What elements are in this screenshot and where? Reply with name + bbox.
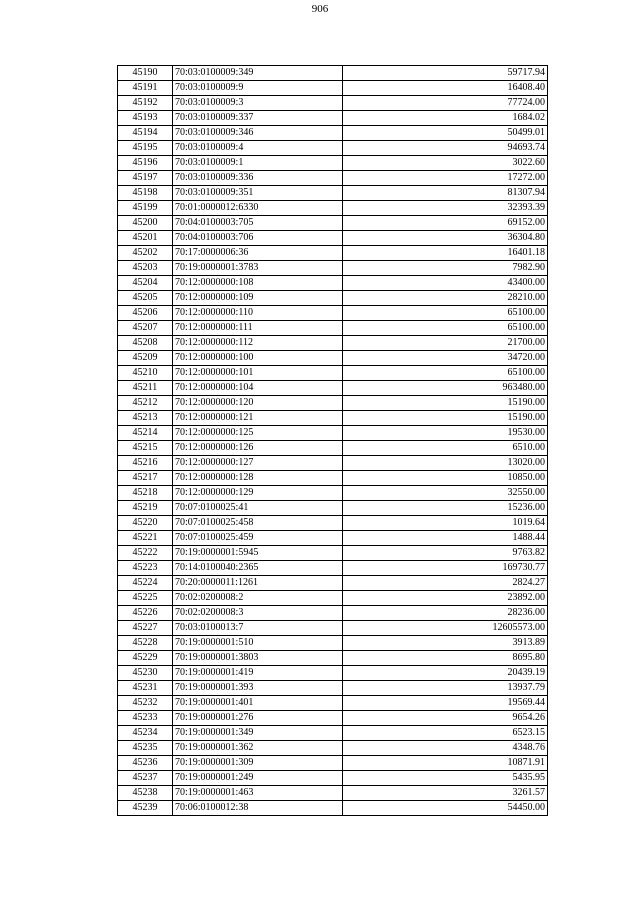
row-number-cell: 45217: [118, 471, 173, 486]
cadastral-number-cell: 70:20:0000011:1261: [173, 576, 343, 591]
cadastral-number-cell: 70:03:0100009:337: [173, 111, 343, 126]
row-number-cell: 45193: [118, 111, 173, 126]
row-number-cell: 45198: [118, 186, 173, 201]
table-row: [118, 426, 548, 441]
value-cell: 19569.44: [343, 696, 548, 711]
row-number-cell: 45239: [118, 801, 173, 816]
cadastral-number-cell: 70:07:0100025:458: [173, 516, 343, 531]
row-number-cell: 45209: [118, 351, 173, 366]
value-cell: 1019.64: [343, 516, 548, 531]
cadastral-number-cell: 70:19:0000001:349: [173, 726, 343, 741]
cadastral-number-cell: 70:04:0100003:705: [173, 216, 343, 231]
row-number-cell: 45214: [118, 426, 173, 441]
table-row: [118, 666, 548, 681]
row-number-cell: 45228: [118, 636, 173, 651]
cadastral-number-cell: 70:12:0000000:104: [173, 381, 343, 396]
row-number-cell: 45229: [118, 651, 173, 666]
cadastral-number-cell: 70:12:0000000:111: [173, 321, 343, 336]
value-cell: 13937.79: [343, 681, 548, 696]
row-number-cell: 45202: [118, 246, 173, 261]
row-number-cell: 45232: [118, 696, 173, 711]
row-number-cell: 45190: [118, 66, 173, 81]
cadastral-number-cell: 70:12:0000000:112: [173, 336, 343, 351]
row-number-cell: 45231: [118, 681, 173, 696]
table-row: [118, 186, 548, 201]
row-number-cell: 45237: [118, 771, 173, 786]
value-cell: 6523.15: [343, 726, 548, 741]
row-number-cell: 45216: [118, 456, 173, 471]
table-row: [118, 531, 548, 546]
table-row: [118, 96, 548, 111]
cadastral-number-cell: 70:19:0000001:419: [173, 666, 343, 681]
table-row: [118, 501, 548, 516]
value-cell: 3913.89: [343, 636, 548, 651]
table-row: [118, 456, 548, 471]
table-row: [118, 471, 548, 486]
value-cell: 50499.01: [343, 126, 548, 141]
value-cell: 15190.00: [343, 396, 548, 411]
cadastral-number-cell: 70:07:0100025:459: [173, 531, 343, 546]
row-number-cell: 45234: [118, 726, 173, 741]
row-number-cell: 45230: [118, 666, 173, 681]
value-cell: 9654.26: [343, 711, 548, 726]
cadastral-number-cell: 70:19:0000001:393: [173, 681, 343, 696]
cadastral-number-cell: 70:03:0100009:351: [173, 186, 343, 201]
cadastral-number-cell: 70:02:0200008:3: [173, 606, 343, 621]
table-row: [118, 396, 548, 411]
row-number-cell: 45226: [118, 606, 173, 621]
table-row: [118, 696, 548, 711]
value-cell: 4348.76: [343, 741, 548, 756]
value-cell: 10871.91: [343, 756, 548, 771]
row-number-cell: 45191: [118, 81, 173, 96]
cadastral-number-cell: 70:19:0000001:276: [173, 711, 343, 726]
table-row: [118, 141, 548, 156]
cadastral-number-cell: 70:12:0000000:121: [173, 411, 343, 426]
cadastral-number-cell: 70:12:0000000:100: [173, 351, 343, 366]
value-cell: 59717.94: [343, 66, 548, 81]
value-cell: 17272.00: [343, 171, 548, 186]
table-row: [118, 486, 548, 501]
row-number-cell: 45215: [118, 441, 173, 456]
table-row: [118, 216, 548, 231]
value-cell: 28236.00: [343, 606, 548, 621]
table-body: [118, 66, 548, 816]
cadastral-number-cell: 70:01:0000012:6330: [173, 201, 343, 216]
cadastral-number-cell: 70:03:0100009:3: [173, 96, 343, 111]
cadastral-number-cell: 70:12:0000000:125: [173, 426, 343, 441]
row-number-cell: 45233: [118, 711, 173, 726]
table-row: [118, 591, 548, 606]
table-row: [118, 546, 548, 561]
value-cell: 54450.00: [343, 801, 548, 816]
table-row: [118, 741, 548, 756]
value-cell: 16408.40: [343, 81, 548, 96]
row-number-cell: 45222: [118, 546, 173, 561]
value-cell: 3261.57: [343, 786, 548, 801]
table-row: [118, 651, 548, 666]
table-row: [118, 291, 548, 306]
row-number-cell: 45194: [118, 126, 173, 141]
table-row: [118, 711, 548, 726]
value-cell: 65100.00: [343, 321, 548, 336]
value-cell: 15190.00: [343, 411, 548, 426]
row-number-cell: 45219: [118, 501, 173, 516]
row-number-cell: 45212: [118, 396, 173, 411]
value-cell: 3022.60: [343, 156, 548, 171]
row-number-cell: 45206: [118, 306, 173, 321]
row-number-cell: 45218: [118, 486, 173, 501]
row-number-cell: 45223: [118, 561, 173, 576]
value-cell: 1488.44: [343, 531, 548, 546]
table-row: [118, 351, 548, 366]
cadastral-number-cell: 70:19:0000001:463: [173, 786, 343, 801]
value-cell: 1684.02: [343, 111, 548, 126]
table-row: [118, 771, 548, 786]
table-row: [118, 681, 548, 696]
table-row: [118, 171, 548, 186]
row-number-cell: 45205: [118, 291, 173, 306]
value-cell: 94693.74: [343, 141, 548, 156]
value-cell: 963480.00: [343, 381, 548, 396]
table-row: [118, 381, 548, 396]
value-cell: 28210.00: [343, 291, 548, 306]
cadastral-number-cell: 70:12:0000000:128: [173, 471, 343, 486]
table-row: [118, 201, 548, 216]
value-cell: 32393.39: [343, 201, 548, 216]
value-cell: 20439.19: [343, 666, 548, 681]
value-cell: 9763.82: [343, 546, 548, 561]
table-row: [118, 636, 548, 651]
value-cell: 65100.00: [343, 366, 548, 381]
cadastral-number-cell: 70:03:0100009:1: [173, 156, 343, 171]
row-number-cell: 45197: [118, 171, 173, 186]
row-number-cell: 45204: [118, 276, 173, 291]
cadastral-number-cell: 70:02:0200008:2: [173, 591, 343, 606]
cadastral-number-cell: 70:03:0100009:346: [173, 126, 343, 141]
value-cell: 2824.27: [343, 576, 548, 591]
row-number-cell: 45201: [118, 231, 173, 246]
table-row: [118, 321, 548, 336]
table-row: [118, 336, 548, 351]
cadastral-number-cell: 70:12:0000000:110: [173, 306, 343, 321]
table-row: [118, 261, 548, 276]
cadastral-number-cell: 70:14:0100040:2365: [173, 561, 343, 576]
value-cell: 15236.00: [343, 501, 548, 516]
row-number-cell: 45224: [118, 576, 173, 591]
cadastral-number-cell: 70:06:0100012:38: [173, 801, 343, 816]
cadastral-number-cell: 70:03:0100013:7: [173, 621, 343, 636]
row-number-cell: 45196: [118, 156, 173, 171]
value-cell: 5435.95: [343, 771, 548, 786]
table-row: [118, 411, 548, 426]
table-row: [118, 276, 548, 291]
row-number-cell: 45192: [118, 96, 173, 111]
row-number-cell: 45227: [118, 621, 173, 636]
value-cell: 6510.00: [343, 441, 548, 456]
table-row: [118, 516, 548, 531]
table-row: [118, 306, 548, 321]
table-row: [118, 561, 548, 576]
cadastral-number-cell: 70:12:0000000:127: [173, 456, 343, 471]
table-row: [118, 441, 548, 456]
row-number-cell: 45203: [118, 261, 173, 276]
cadastral-number-cell: 70:19:0000001:510: [173, 636, 343, 651]
row-number-cell: 45221: [118, 531, 173, 546]
page-number: 906: [311, 3, 329, 15]
value-cell: 69152.00: [343, 216, 548, 231]
table-row: [118, 111, 548, 126]
cadastral-number-cell: 70:19:0000001:249: [173, 771, 343, 786]
row-number-cell: 45235: [118, 741, 173, 756]
cadastral-number-cell: 70:12:0000000:109: [173, 291, 343, 306]
row-number-cell: 45220: [118, 516, 173, 531]
value-cell: 7982.90: [343, 261, 548, 276]
cadastral-number-cell: 70:03:0100009:336: [173, 171, 343, 186]
cadastral-value-table: [117, 65, 548, 816]
value-cell: 23892.00: [343, 591, 548, 606]
row-number-cell: 45236: [118, 756, 173, 771]
value-cell: 13020.00: [343, 456, 548, 471]
value-cell: 8695.80: [343, 651, 548, 666]
cadastral-number-cell: 70:19:0000001:3783: [173, 261, 343, 276]
value-cell: 65100.00: [343, 306, 548, 321]
value-cell: 32550.00: [343, 486, 548, 501]
table-row: [118, 621, 548, 636]
cadastral-number-cell: 70:07:0100025:41: [173, 501, 343, 516]
row-number-cell: 45213: [118, 411, 173, 426]
table-row: [118, 126, 548, 141]
cadastral-number-cell: 70:19:0000001:3803: [173, 651, 343, 666]
table-row: [118, 756, 548, 771]
table-row: [118, 801, 548, 816]
value-cell: 10850.00: [343, 471, 548, 486]
table-row: [118, 156, 548, 171]
table-row: [118, 786, 548, 801]
value-cell: 34720.00: [343, 351, 548, 366]
row-number-cell: 45208: [118, 336, 173, 351]
cadastral-number-cell: 70:12:0000000:126: [173, 441, 343, 456]
value-cell: 16401.18: [343, 246, 548, 261]
row-number-cell: 45238: [118, 786, 173, 801]
table-row: [118, 606, 548, 621]
cadastral-number-cell: 70:12:0000000:101: [173, 366, 343, 381]
cadastral-number-cell: 70:12:0000000:108: [173, 276, 343, 291]
cadastral-number-cell: 70:19:0000001:362: [173, 741, 343, 756]
row-number-cell: 45195: [118, 141, 173, 156]
value-cell: 21700.00: [343, 336, 548, 351]
cadastral-number-cell: 70:17:0000006:36: [173, 246, 343, 261]
cadastral-number-cell: 70:03:0100009:349: [173, 66, 343, 81]
table-row: [118, 366, 548, 381]
value-cell: 169730.77: [343, 561, 548, 576]
value-cell: 12605573.00: [343, 621, 548, 636]
value-cell: 77724.00: [343, 96, 548, 111]
value-cell: 19530.00: [343, 426, 548, 441]
row-number-cell: 45225: [118, 591, 173, 606]
row-number-cell: 45199: [118, 201, 173, 216]
table-row: [118, 81, 548, 96]
row-number-cell: 45207: [118, 321, 173, 336]
cadastral-number-cell: 70:19:0000001:401: [173, 696, 343, 711]
value-cell: 81307.94: [343, 186, 548, 201]
value-cell: 36304.80: [343, 231, 548, 246]
table-row: [118, 231, 548, 246]
row-number-cell: 45200: [118, 216, 173, 231]
value-cell: 43400.00: [343, 276, 548, 291]
row-number-cell: 45211: [118, 381, 173, 396]
cadastral-number-cell: 70:19:0000001:309: [173, 756, 343, 771]
cadastral-number-cell: 70:19:0000001:5945: [173, 546, 343, 561]
cadastral-number-cell: 70:12:0000000:129: [173, 486, 343, 501]
cadastral-number-cell: 70:12:0000000:120: [173, 396, 343, 411]
table-row: [118, 726, 548, 741]
row-number-cell: 45210: [118, 366, 173, 381]
cadastral-number-cell: 70:03:0100009:9: [173, 81, 343, 96]
table-row: [118, 576, 548, 591]
table-row: [118, 66, 548, 81]
table-row: [118, 246, 548, 261]
cadastral-number-cell: 70:04:0100003:706: [173, 231, 343, 246]
cadastral-number-cell: 70:03:0100009:4: [173, 141, 343, 156]
